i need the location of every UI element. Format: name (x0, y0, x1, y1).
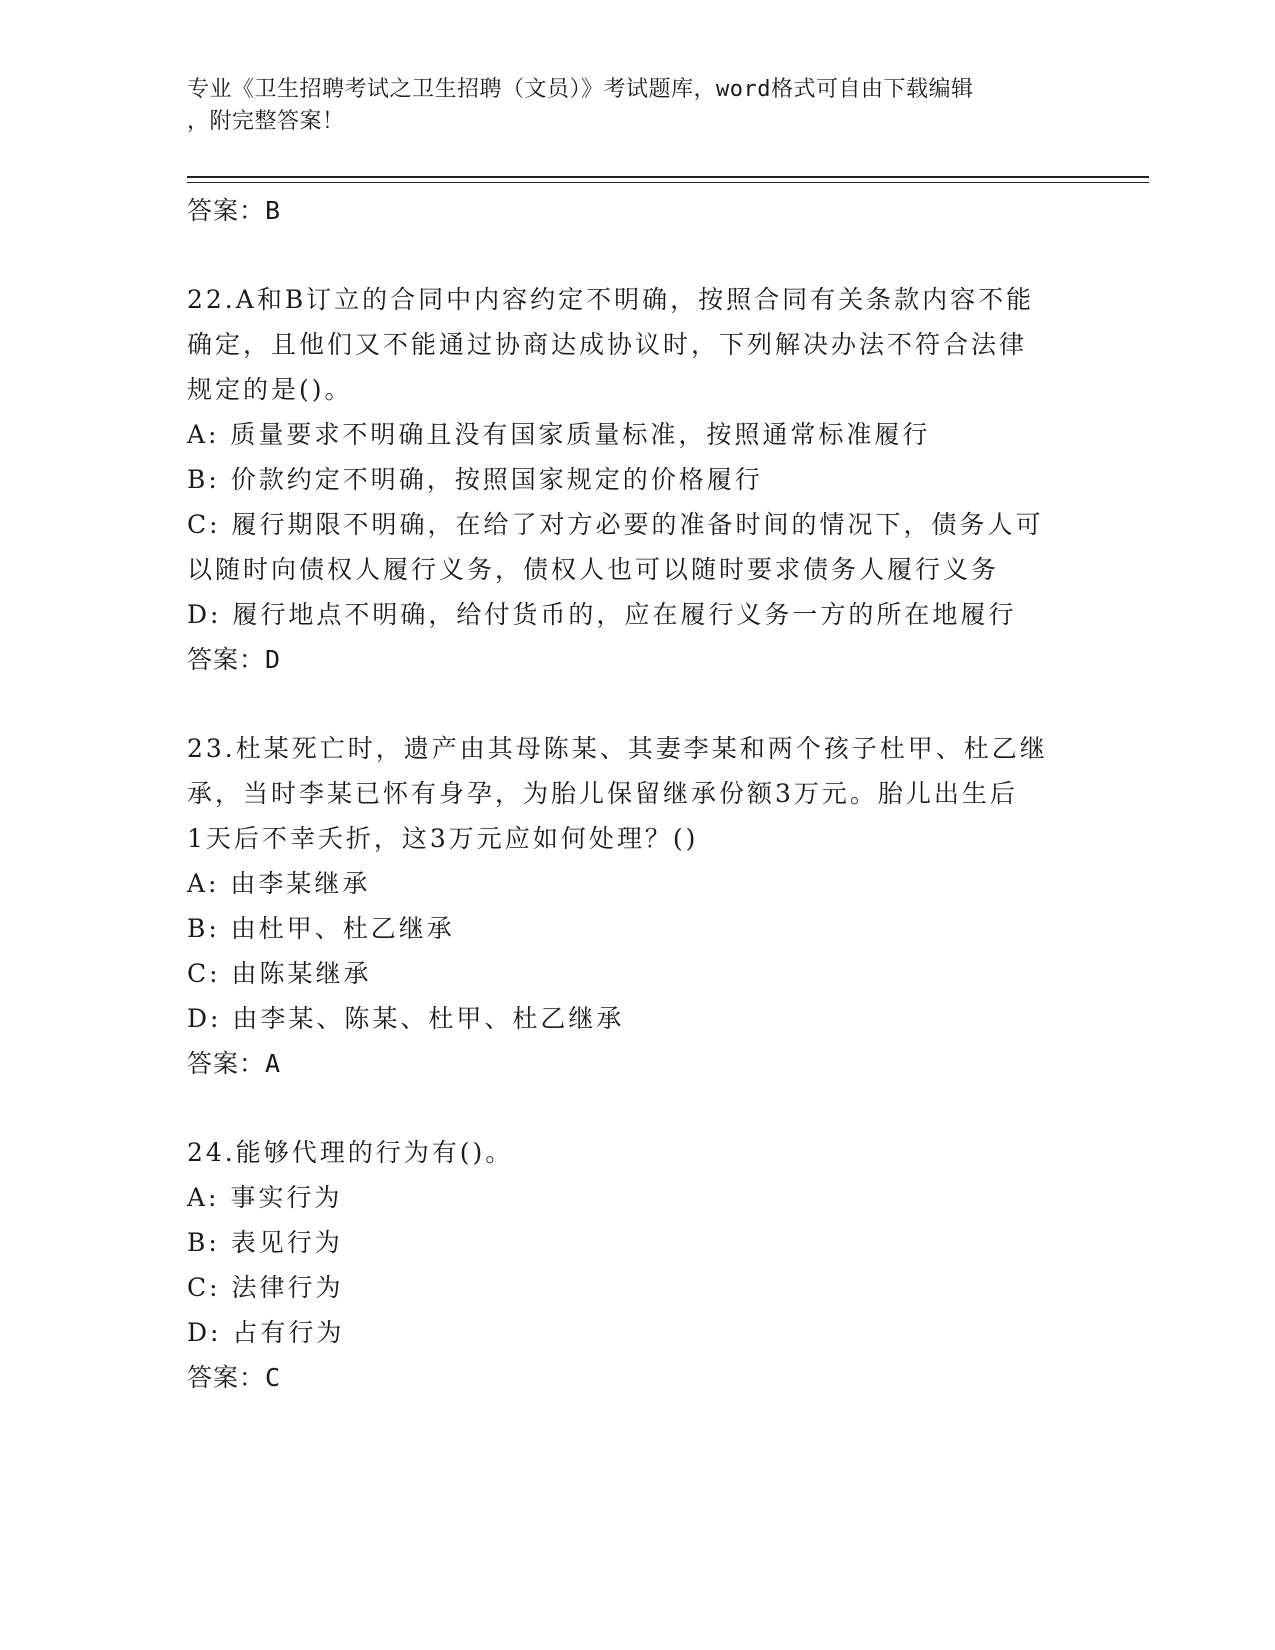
question-23 (187, 726, 1087, 1086)
option-c-continued: 以随时向债权人履行义务，债权人也可以随时要求债务人履行义务 (187, 555, 1000, 584)
question-24 (187, 1130, 1087, 1400)
answer: 答案：C (187, 1363, 282, 1392)
option-b: B: 价款约定不明确，按照国家规定的价格履行 (187, 465, 763, 494)
question-stem-line: 1天后不幸夭折，这3万元应如何处理？() (187, 824, 699, 853)
answer: 答案：D (187, 645, 282, 674)
option-b: B: 表见行为 (187, 1228, 343, 1257)
option-d: D: 占有行为 (187, 1318, 345, 1347)
question-stem-line: 23.杜某死亡时，遗产由其母陈某、其妻李某和两个孩子杜甲、杜乙继 (187, 734, 1048, 763)
question-content (187, 188, 1087, 1400)
option-d: D: 履行地点不明确，给付货币的，应在履行义务一方的所在地履行 (187, 600, 1017, 629)
header-line-2: ，附完整答案！ (187, 109, 345, 134)
header-line-1: 专业《卫生招聘考试之卫生招聘（文员）》考试题库，word格式可自由下载编辑 (187, 77, 974, 102)
option-c: C: 由陈某继承 (187, 959, 372, 988)
question-stem-line: 规定的是()。 (187, 375, 353, 404)
answer: 答案：A (187, 1049, 282, 1078)
question-stem-line: 22.A和B订立的合同中内容约定不明确，按照合同有关条款内容不能 (187, 285, 1035, 314)
question-stem-line: 24.能够代理的行为有()。 (187, 1138, 514, 1167)
option-a: A: 事实行为 (187, 1183, 343, 1212)
header-rule-thin (187, 182, 1149, 183)
spacer (187, 233, 1087, 277)
spacer (187, 1086, 1087, 1130)
option-d: D: 由李某、陈某、杜甲、杜乙继承 (187, 1004, 625, 1033)
previous-answer: 答案：B (187, 196, 282, 225)
question-stem-line: 确定，且他们又不能通过协商达成协议时，下列解决办法不符合法律 (187, 330, 1028, 359)
spacer (187, 682, 1087, 726)
option-b: B: 由杜甲、杜乙继承 (187, 914, 455, 943)
option-c: C: 履行期限不明确，在给了对方必要的准备时间的情况下，债务人可 (187, 510, 1044, 539)
option-a: A: 由李某继承 (187, 869, 371, 898)
question-stem-line: 承，当时李某已怀有身孕，为胎儿保留继承份额3万元。胎儿出生后 (187, 779, 1018, 808)
option-c: C: 法律行为 (187, 1273, 344, 1302)
document-header (187, 74, 1067, 138)
option-a: A: 质量要求不明确且没有国家质量标准，按照通常标准履行 (187, 420, 931, 449)
question-22 (187, 277, 1087, 682)
header-rule-thick (187, 176, 1149, 178)
